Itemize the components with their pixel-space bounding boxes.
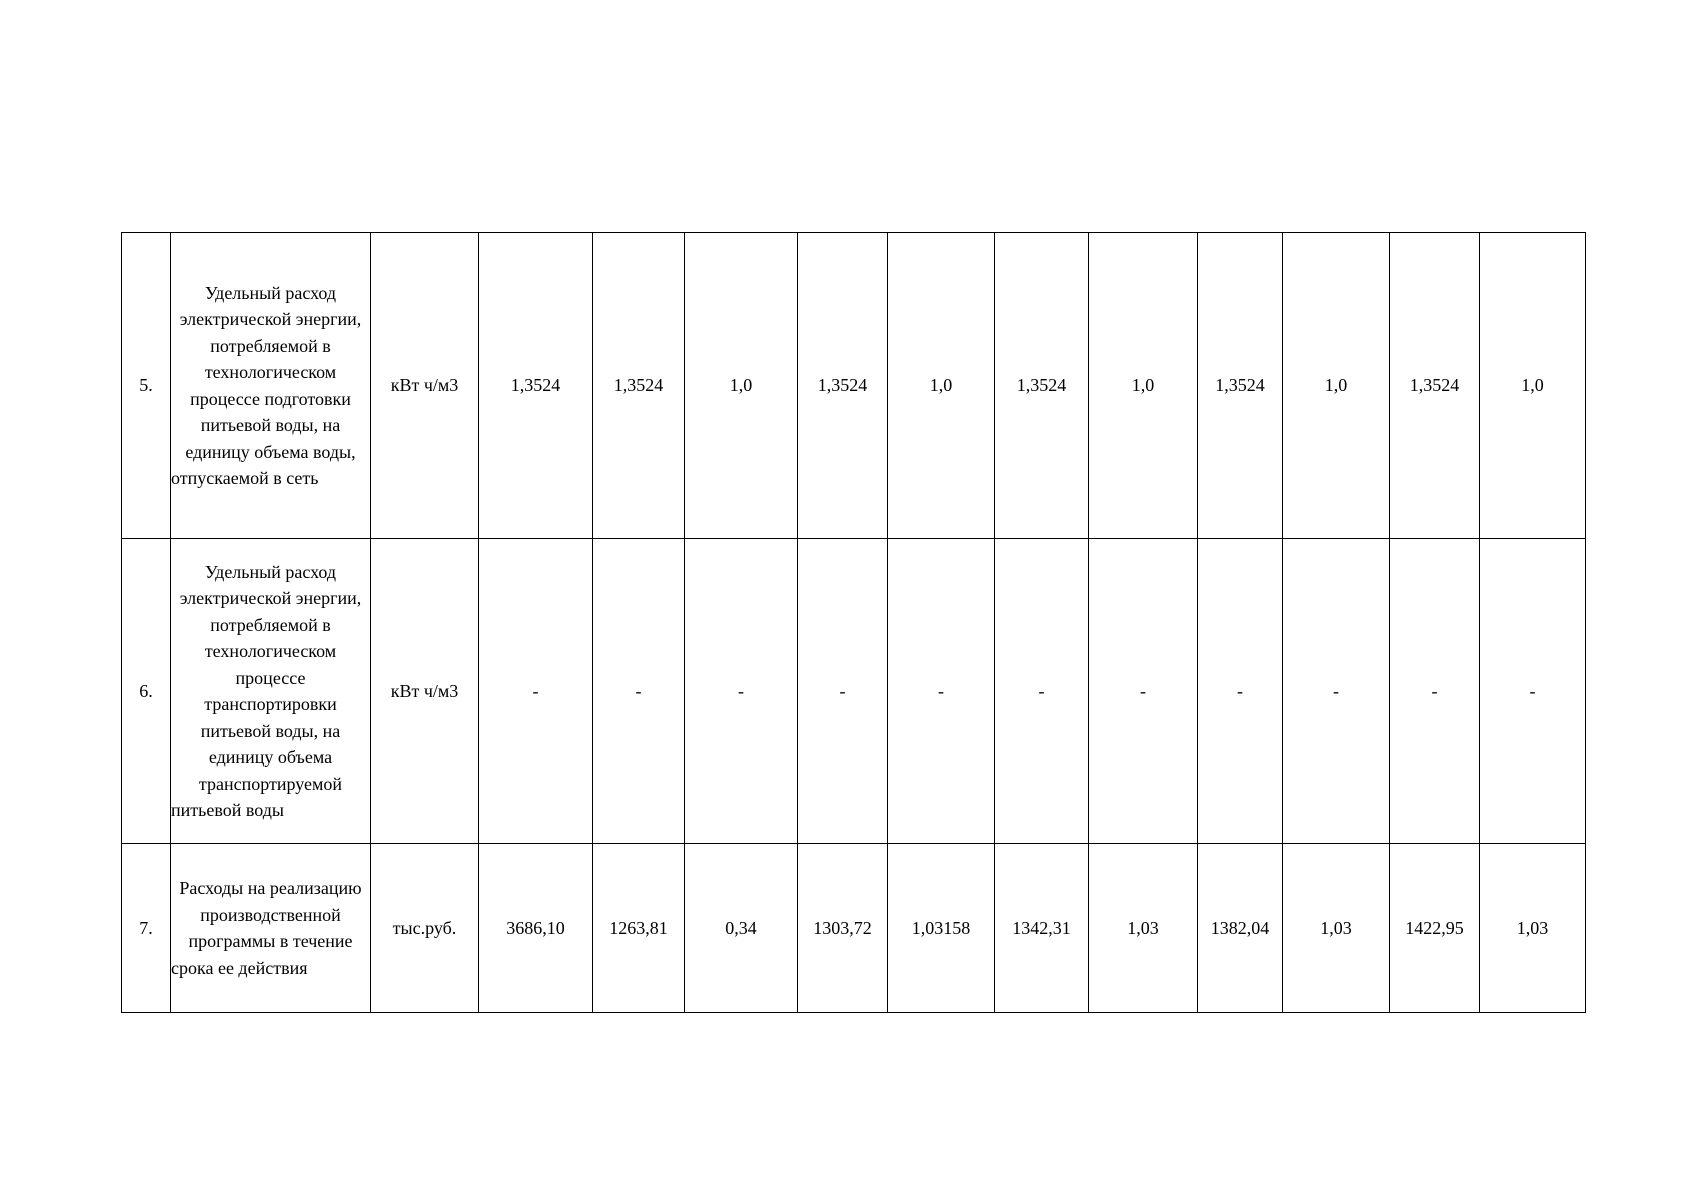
indicators-table <box>121 232 1586 1013</box>
value-cell: 1,3524 <box>479 233 593 539</box>
value-cell: 1,0 <box>888 233 995 539</box>
value-cell: 1,03158 <box>888 844 995 1013</box>
value-cell: - <box>1283 539 1390 844</box>
value-cell: 1,0 <box>1089 233 1198 539</box>
value-cell: - <box>593 539 685 844</box>
value-cell: 1,03 <box>1480 844 1586 1013</box>
value-cell: - <box>995 539 1089 844</box>
value-cell: 1,03 <box>1089 844 1198 1013</box>
value-cell: 1,3524 <box>1198 233 1283 539</box>
row-unit: кВт ч/м3 <box>371 233 479 539</box>
row-number: 6. <box>122 539 171 844</box>
value-cell: 3686,10 <box>479 844 593 1013</box>
row-description: Удельный расход электрической энергии, потребляемой в технологическом процессе подготовки питьевой воды, на единицу объема воды, отпускаемой в сеть <box>171 233 371 539</box>
value-cell: 1,3524 <box>798 233 888 539</box>
value-cell: 1,0 <box>1283 233 1390 539</box>
value-cell: 1,3524 <box>1390 233 1480 539</box>
value-cell: 1303,72 <box>798 844 888 1013</box>
table-row <box>122 233 1586 539</box>
value-cell: 1,0 <box>1480 233 1586 539</box>
table-row <box>122 539 1586 844</box>
table-row <box>122 844 1586 1013</box>
value-cell: - <box>1089 539 1198 844</box>
value-cell: 1,0 <box>685 233 798 539</box>
row-unit: тыс.руб. <box>371 844 479 1013</box>
value-cell: 1342,31 <box>995 844 1089 1013</box>
value-cell: - <box>685 539 798 844</box>
value-cell: - <box>888 539 995 844</box>
value-cell: - <box>1480 539 1586 844</box>
value-cell: - <box>1390 539 1480 844</box>
row-description: Расходы на реализацию производственной программы в течение срока ее действия <box>171 844 371 1013</box>
value-cell: 1,03 <box>1283 844 1390 1013</box>
value-cell: 0,34 <box>685 844 798 1013</box>
value-cell: 1422,95 <box>1390 844 1480 1013</box>
value-cell: 1,3524 <box>593 233 685 539</box>
value-cell: 1382,04 <box>1198 844 1283 1013</box>
row-description: Удельный расход электрической энергии, потребляемой в технологическом процессе транспортировки питьевой воды, на единицу объема транспортируемой питьевой воды <box>171 539 371 844</box>
value-cell: - <box>798 539 888 844</box>
row-number: 7. <box>122 844 171 1013</box>
row-number: 5. <box>122 233 171 539</box>
value-cell: - <box>1198 539 1283 844</box>
value-cell: 1263,81 <box>593 844 685 1013</box>
value-cell: - <box>479 539 593 844</box>
value-cell: 1,3524 <box>995 233 1089 539</box>
row-unit: кВт ч/м3 <box>371 539 479 844</box>
